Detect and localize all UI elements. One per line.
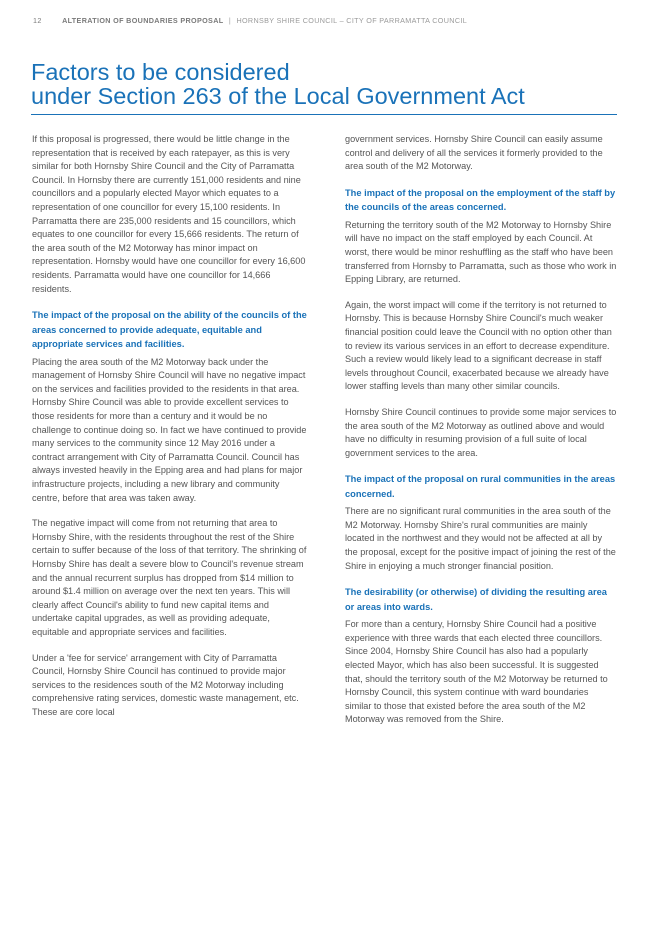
paragraph: There are no significant rural communities in the area south of the M2 Motorway. Hornsby Shire's rural communities are mainly located in the northwest and they would not be affected at all by the proposal, except for the positive impact of joining the rest of the Shire in enjoying a much stronger financial position.: [345, 506, 616, 571]
header-title: ALTERATION OF BOUNDARIES PROPOSAL: [62, 16, 224, 25]
header-separator: |: [228, 16, 232, 25]
paragraph: For more than a century, Hornsby Shire Council had a positive experience with three wards that each elected three councillors. Since 2004, Hornsby Shire Council has also had a popularly elected Mayor, which has also been successful. It is suggested that, should the territory south of the M2 Motorway be returned to Hornsby Council, this system continue with ward boundaries similar to those that existed before the area south of the M2 Motorway was removed from the Shire.: [345, 619, 608, 725]
page-title: [31, 60, 631, 108]
section-heading: The desirability (or otherwise) of dividing the resulting area or areas into wards.: [345, 587, 607, 612]
left-column: [32, 133, 307, 731]
running-header: [33, 16, 633, 25]
paragraph: If this proposal is progressed, there would be little change in the representation that is received by each ratepayer, as this is very similar for both Hornsby Shire Council and the City of Parramatta Council. In Hornsby there are currently 151,000 residents and nine councillors and a popularly elected Mayor which equates to a representation of one councillor for every 15,100 residents. In Parramatta there are 235,000 residents and 15 councillors, which equates to one councillor for every 15,666 residents. The return of the area south of the M2 Motorway has minor impact on representation. Hornsby would have one councillor for every 16,600 residents. Parramatta would have one councillor for 14,666 residents.: [32, 134, 306, 294]
paragraph: government services. Hornsby Shire Council can easily assume control and delivery of all the services it formerly provided to the area south of the M2 Motorway.: [345, 134, 603, 172]
paragraph: The negative impact will come from not returning that area to Hornsby Shire, with the residents throughout the rest of the Shire certain to suffer because of the loss of that territory. The shrinking of Hornsby Shire has dealt a severe blow to Council's revenue stream and the annual recurrent surplus has dropped from $14 million to around $1.4 million on average over the next ten years. This will clearly affect Council's ability to fund new capital items and undertake capital upgrades, as well as providing adequate, equitable and appropriate services and facilities.: [32, 518, 307, 637]
header-council: HORNSBY SHIRE COUNCIL – CITY OF PARRAMATTA COUNCIL: [236, 16, 468, 25]
title-divider: [31, 114, 617, 115]
paragraph: Hornsby Shire Council continues to provide some major services to the area south of the M2 Motorway as outlined above and would have no difficulty in resuming provision of a full suite of local government services to the area.: [345, 406, 617, 458]
paragraph: Under a 'fee for service' arrangement with City of Parramatta Council, Hornsby Shire Council has continued to provide major services to the residences south of the M2 Motorway including comprehensive rating services, domestic waste management, etc. These are core local: [32, 652, 299, 717]
paragraph: Returning the territory south of the M2 Motorway to Hornsby Shire will have no impact on the staff employed by each Council. At worst, there would be minor reshuffling as the staff who have been transferred from Hornsby to Parramatta, such as those who work in Epping Library, are returned.: [345, 219, 617, 285]
paragraph: Again, the worst impact will come if the territory is not returned to Hornsby. This is because Hornsby Shire Council's much weaker financial position could leave the Council with no option other than to review its various services in an effort to decrease expenditure. Such a review would likely lead to a significant decrease in staff levels throughout Council, exacerbated because we already have lower staffing levels than many other similar councils.: [345, 299, 612, 392]
page-number: 12: [33, 16, 42, 25]
section-heading: The impact of the proposal on the employment of the staff by the councils of the areas concerned.: [345, 187, 616, 213]
section-heading: The impact of the proposal on the ability of the councils of the areas concerned to provide adequate, equitable and appropriate services and facilities.: [32, 310, 307, 350]
right-column: [345, 133, 617, 739]
paragraph: Placing the area south of the M2 Motorway back under the management of Hornsby Shire Council will have no negative impact on the services and facilities provided to the residents in that area. Hornsby Shire Council was able to provide excellent services to those residents for more than a century and it would be no challenge to continue doing so. In fact we have continued to provide many services to the community since 12 May 2016 under a contract arrangement with City of Parramatta Council. Council has always invested heavily in the Epping area and had plans for major infrastructure projects, including a new library and community centre, before that area was taken away.: [32, 356, 307, 503]
page-title-line-1: Factors to be considered: [31, 59, 290, 85]
page-title-line-2: under Section 263 of the Local Government Act: [31, 83, 525, 109]
section-heading: The impact of the proposal on rural communities in the areas concerned.: [345, 474, 616, 499]
